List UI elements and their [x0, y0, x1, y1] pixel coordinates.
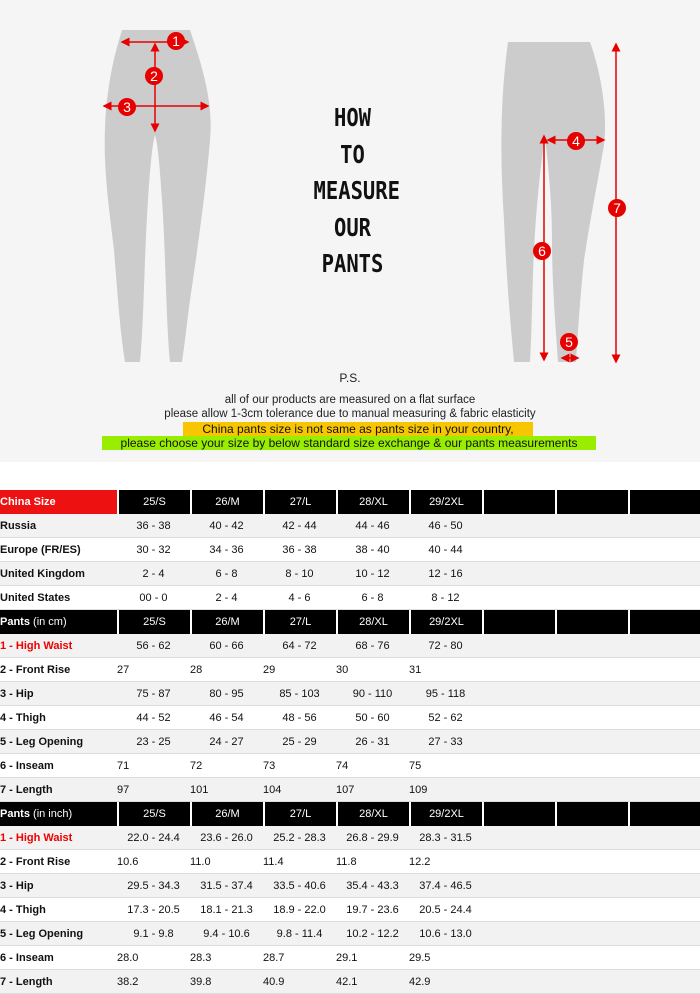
empty-cell	[628, 850, 700, 874]
value-cell: 95 - 118	[409, 682, 482, 706]
empty-cell	[555, 562, 628, 586]
row-label: 4 - Thigh	[0, 898, 117, 922]
empty-cell	[482, 874, 555, 898]
value-cell: 42.9	[409, 970, 482, 994]
section-header-label: Pants (in inch)	[0, 802, 117, 826]
svg-text:1: 1	[172, 33, 180, 49]
value-cell: 29.5 - 34.3	[117, 874, 190, 898]
section-header-label: Pants (in cm)	[0, 610, 117, 634]
how-to-measure-title: HOW TO MEASURE OUR PANTS	[313, 103, 400, 278]
value-cell: 80 - 95	[190, 682, 263, 706]
value-cell: 26.8 - 29.9	[336, 826, 409, 850]
empty-cell	[628, 658, 700, 682]
value-cell: 64 - 72	[263, 634, 336, 658]
empty-header-cell	[555, 490, 628, 514]
value-cell: 39.8	[190, 970, 263, 994]
empty-cell	[482, 634, 555, 658]
value-cell: 35.4 - 43.3	[336, 874, 409, 898]
value-cell: 52 - 62	[409, 706, 482, 730]
row-label: 3 - Hip	[0, 874, 117, 898]
value-cell: 9.1 - 9.8	[117, 922, 190, 946]
empty-cell	[555, 586, 628, 610]
svg-text:6: 6	[538, 243, 546, 259]
size-header-cell: 29/2XL	[409, 490, 482, 514]
value-cell: 33.5 - 40.6	[263, 874, 336, 898]
value-cell: 12.2	[409, 850, 482, 874]
empty-cell	[482, 538, 555, 562]
value-cell: 28.3	[190, 946, 263, 970]
size-header-cell: 29/2XL	[409, 802, 482, 826]
value-cell: 38 - 40	[336, 538, 409, 562]
empty-header-cell	[482, 490, 555, 514]
row-label: 6 - Inseam	[0, 946, 117, 970]
empty-cell	[555, 538, 628, 562]
size-header-cell: 27/L	[263, 610, 336, 634]
value-cell: 107	[336, 778, 409, 802]
row-label: 5 - Leg Opening	[0, 922, 117, 946]
row-label: 6 - Inseam	[0, 754, 117, 778]
table-row	[0, 778, 700, 802]
value-cell: 8 - 12	[409, 586, 482, 610]
measurement-diagram	[0, 0, 700, 462]
highlight-china-size: China pants size is not same as pants size in your country,	[183, 422, 533, 436]
table-row	[0, 706, 700, 730]
size-header-cell: 28/XL	[336, 610, 409, 634]
side-pants-icon	[501, 42, 605, 362]
table-row	[0, 682, 700, 706]
row-label: Europe (FR/ES)	[0, 538, 117, 562]
value-cell: 30	[336, 658, 409, 682]
empty-cell	[482, 754, 555, 778]
value-cell: 00 - 0	[117, 586, 190, 610]
row-label: 1 - High Waist	[0, 826, 117, 850]
empty-cell	[628, 682, 700, 706]
size-header-cell: 25/S	[117, 802, 190, 826]
empty-cell	[628, 706, 700, 730]
row-label: Russia	[0, 514, 117, 538]
empty-cell	[555, 778, 628, 802]
row-label: 7 - Length	[0, 778, 117, 802]
value-cell: 97	[117, 778, 190, 802]
value-cell: 27	[117, 658, 190, 682]
value-cell: 18.1 - 21.3	[190, 898, 263, 922]
row-label: 3 - Hip	[0, 682, 117, 706]
value-cell: 20.5 - 24.4	[409, 898, 482, 922]
empty-header-cell	[555, 610, 628, 634]
empty-cell	[555, 730, 628, 754]
marker-2-icon	[145, 67, 163, 85]
table-row	[0, 754, 700, 778]
empty-header-cell	[482, 802, 555, 826]
value-cell: 11.0	[190, 850, 263, 874]
size-header-cell: 29/2XL	[409, 610, 482, 634]
size_exchange-header-row	[0, 490, 700, 514]
marker-6-icon	[533, 242, 551, 260]
empty-header-cell	[628, 490, 700, 514]
value-cell: 10.6	[117, 850, 190, 874]
note-flat-surface: all of our products are measured on a flat surface	[224, 394, 476, 406]
svg-text:5: 5	[565, 334, 573, 350]
value-cell: 17.3 - 20.5	[117, 898, 190, 922]
svg-text:4: 4	[572, 133, 580, 149]
marker-5-icon	[560, 333, 578, 351]
empty-cell	[555, 754, 628, 778]
empty-cell	[628, 778, 700, 802]
empty-cell	[555, 706, 628, 730]
empty-cell	[482, 562, 555, 586]
marker-4-icon	[567, 132, 585, 150]
empty-cell	[555, 874, 628, 898]
size-header-cell: 26/M	[190, 802, 263, 826]
table-row	[0, 586, 700, 610]
row-label: 7 - Length	[0, 970, 117, 994]
empty-cell	[628, 874, 700, 898]
svg-text:7: 7	[613, 200, 621, 216]
value-cell: 40 - 42	[190, 514, 263, 538]
size-header-cell: 26/M	[190, 490, 263, 514]
value-cell: 68 - 76	[336, 634, 409, 658]
value-cell: 60 - 66	[190, 634, 263, 658]
value-cell: 71	[117, 754, 190, 778]
value-cell: 2 - 4	[117, 562, 190, 586]
value-cell: 23 - 25	[117, 730, 190, 754]
value-cell: 56 - 62	[117, 634, 190, 658]
empty-header-cell	[555, 802, 628, 826]
value-cell: 73	[263, 754, 336, 778]
value-cell: 74	[336, 754, 409, 778]
value-cell: 18.9 - 22.0	[263, 898, 336, 922]
empty-cell	[555, 826, 628, 850]
empty-cell	[555, 682, 628, 706]
value-cell: 19.7 - 23.6	[336, 898, 409, 922]
value-cell: 50 - 60	[336, 706, 409, 730]
value-cell: 44 - 52	[117, 706, 190, 730]
empty-cell	[482, 922, 555, 946]
empty-cell	[628, 634, 700, 658]
empty-cell	[482, 778, 555, 802]
empty-cell	[628, 970, 700, 994]
size-chart-table	[0, 490, 700, 994]
value-cell: 85 - 103	[263, 682, 336, 706]
value-cell: 109	[409, 778, 482, 802]
size-header-cell: 27/L	[263, 802, 336, 826]
value-cell: 2 - 4	[190, 586, 263, 610]
empty-cell	[482, 850, 555, 874]
svg-text:2: 2	[150, 68, 158, 84]
value-cell: 28.0	[117, 946, 190, 970]
size-header-cell: 28/XL	[336, 490, 409, 514]
empty-cell	[482, 826, 555, 850]
svg-text:3: 3	[123, 99, 131, 115]
value-cell: 30 - 32	[117, 538, 190, 562]
empty-cell	[628, 730, 700, 754]
empty-header-cell	[482, 610, 555, 634]
value-cell: 72	[190, 754, 263, 778]
table-row	[0, 946, 700, 970]
table-row	[0, 970, 700, 994]
empty-cell	[555, 634, 628, 658]
value-cell: 48 - 56	[263, 706, 336, 730]
value-cell: 31	[409, 658, 482, 682]
value-cell: 9.8 - 11.4	[263, 922, 336, 946]
empty-cell	[555, 970, 628, 994]
ps-label: P.S.	[339, 371, 361, 385]
size-header-cell: 28/XL	[336, 802, 409, 826]
value-cell: 37.4 - 46.5	[409, 874, 482, 898]
row-label: 2 - Front Rise	[0, 850, 117, 874]
pants_inch-header-row	[0, 802, 700, 826]
value-cell: 46 - 54	[190, 706, 263, 730]
value-cell: 25.2 - 28.3	[263, 826, 336, 850]
size-header-cell: 27/L	[263, 490, 336, 514]
value-cell: 22.0 - 24.4	[117, 826, 190, 850]
value-cell: 38.2	[117, 970, 190, 994]
empty-cell	[628, 562, 700, 586]
value-cell: 29.1	[336, 946, 409, 970]
table-row	[0, 538, 700, 562]
empty-header-cell	[628, 610, 700, 634]
highlight-choose-size: please choose your size by below standard size exchange & our pants measurements	[102, 436, 596, 450]
empty-cell	[555, 922, 628, 946]
section-header-label: China Size	[0, 490, 117, 514]
empty-cell	[555, 850, 628, 874]
value-cell: 40.9	[263, 970, 336, 994]
value-cell: 12 - 16	[409, 562, 482, 586]
note-tolerance: please allow 1-3cm tolerance due to manual measuring & fabric elasticity	[164, 408, 536, 420]
marker-3-icon	[118, 98, 136, 116]
table-row	[0, 826, 700, 850]
value-cell: 27 - 33	[409, 730, 482, 754]
value-cell: 44 - 46	[336, 514, 409, 538]
empty-cell	[482, 706, 555, 730]
marker-1-icon	[167, 32, 185, 50]
empty-cell	[482, 946, 555, 970]
empty-cell	[628, 826, 700, 850]
table-row	[0, 634, 700, 658]
size-header-cell: 25/S	[117, 490, 190, 514]
empty-cell	[482, 682, 555, 706]
empty-cell	[628, 514, 700, 538]
table-row	[0, 562, 700, 586]
row-label: United Kingdom	[0, 562, 117, 586]
empty-cell	[555, 898, 628, 922]
marker-7-icon	[608, 199, 626, 217]
empty-cell	[628, 898, 700, 922]
value-cell: 11.8	[336, 850, 409, 874]
value-cell: 28	[190, 658, 263, 682]
value-cell: 8 - 10	[263, 562, 336, 586]
table-row	[0, 850, 700, 874]
value-cell: 72 - 80	[409, 634, 482, 658]
row-label: 5 - Leg Opening	[0, 730, 117, 754]
value-cell: 75 - 87	[117, 682, 190, 706]
table-row	[0, 898, 700, 922]
empty-cell	[482, 586, 555, 610]
value-cell: 75	[409, 754, 482, 778]
row-label: 1 - High Waist	[0, 634, 117, 658]
empty-cell	[482, 730, 555, 754]
size-header-cell: 25/S	[117, 610, 190, 634]
empty-cell	[555, 514, 628, 538]
empty-cell	[555, 946, 628, 970]
empty-cell	[628, 754, 700, 778]
value-cell: 10.6 - 13.0	[409, 922, 482, 946]
value-cell: 40 - 44	[409, 538, 482, 562]
row-label: 4 - Thigh	[0, 706, 117, 730]
value-cell: 34 - 36	[190, 538, 263, 562]
size-header-cell: 26/M	[190, 610, 263, 634]
value-cell: 28.7	[263, 946, 336, 970]
value-cell: 90 - 110	[336, 682, 409, 706]
table-row	[0, 658, 700, 682]
value-cell: 11.4	[263, 850, 336, 874]
row-label: 2 - Front Rise	[0, 658, 117, 682]
value-cell: 104	[263, 778, 336, 802]
value-cell: 24 - 27	[190, 730, 263, 754]
table-row	[0, 874, 700, 898]
value-cell: 23.6 - 26.0	[190, 826, 263, 850]
table-row	[0, 514, 700, 538]
empty-cell	[628, 586, 700, 610]
empty-cell	[482, 898, 555, 922]
value-cell: 29.5	[409, 946, 482, 970]
pants_cm-header-row	[0, 610, 700, 634]
empty-cell	[555, 658, 628, 682]
empty-cell	[628, 538, 700, 562]
value-cell: 42 - 44	[263, 514, 336, 538]
row-label: United States	[0, 586, 117, 610]
value-cell: 31.5 - 37.4	[190, 874, 263, 898]
value-cell: 26 - 31	[336, 730, 409, 754]
value-cell: 28.3 - 31.5	[409, 826, 482, 850]
empty-cell	[628, 946, 700, 970]
empty-header-cell	[628, 802, 700, 826]
value-cell: 101	[190, 778, 263, 802]
value-cell: 36 - 38	[117, 514, 190, 538]
value-cell: 4 - 6	[263, 586, 336, 610]
value-cell: 29	[263, 658, 336, 682]
empty-cell	[482, 658, 555, 682]
empty-cell	[482, 970, 555, 994]
value-cell: 10 - 12	[336, 562, 409, 586]
value-cell: 25 - 29	[263, 730, 336, 754]
table-row	[0, 730, 700, 754]
empty-cell	[628, 922, 700, 946]
value-cell: 9.4 - 10.6	[190, 922, 263, 946]
value-cell: 6 - 8	[336, 586, 409, 610]
value-cell: 6 - 8	[190, 562, 263, 586]
value-cell: 10.2 - 12.2	[336, 922, 409, 946]
value-cell: 46 - 50	[409, 514, 482, 538]
value-cell: 36 - 38	[263, 538, 336, 562]
empty-cell	[482, 514, 555, 538]
value-cell: 42.1	[336, 970, 409, 994]
table-row	[0, 922, 700, 946]
